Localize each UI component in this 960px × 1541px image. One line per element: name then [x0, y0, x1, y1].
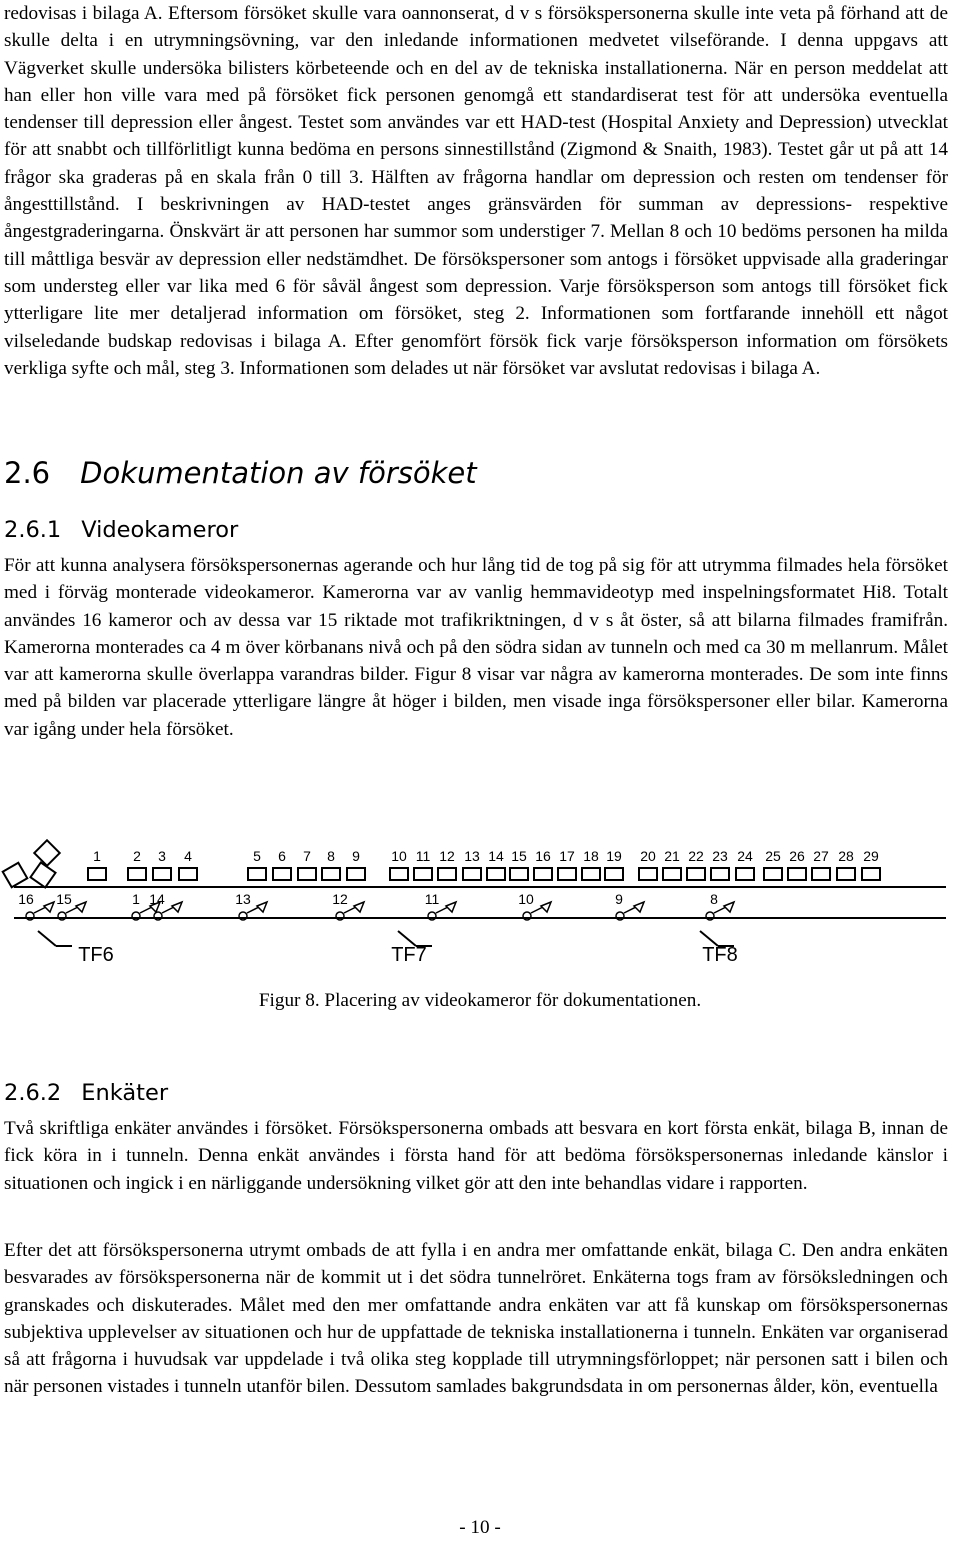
subsection-heading-survey [4, 1080, 168, 1106]
column-number: 7 [303, 848, 311, 864]
paragraph-video: För att kunna analysera försökspersonernas agerande och hur lång tid de tog på sig för att utrymma filmades hela försöket med i förväg monterade videokameror. Kamerorna var av vanlig hemmavideotyp med inspelningsformatet Hi8. Totalt användes 16 kameror och av dessa var 15 riktade mot trafikriktningen, d v s åt öster, så att bilarna filmades framifrån. Kamerorna monterades ca 4 m över körbanans nivå och på den södra sidan av tunneln och med ca 30 m mellanrum. Målet var att kamerorna skulle överlappa varandras bilder. Figur 8 visar var några av kamerorna monterades. De som inte finns med på bilden var placerade ytterligare längre åt höger i bilden, men visade inga försökspersoner eller bilar. Kamerorna var igång under hela försöket. [4, 555, 948, 740]
station-label: TF7 [391, 944, 427, 966]
column-number: 27 [813, 848, 829, 864]
subsection-number: 2.6.1 [4, 517, 62, 543]
tunnel-section-box [639, 868, 657, 880]
camera-number-label: 10 [518, 891, 534, 907]
station-label: TF8 [702, 944, 738, 966]
column-number: 21 [664, 848, 680, 864]
camera-icon [172, 902, 182, 912]
camera-number-label: 1 [132, 891, 140, 907]
tunnel-section-box [788, 868, 806, 880]
subsection-title: Videokameror [81, 517, 239, 543]
tunnel-section-box [347, 868, 365, 880]
station-bracket-line [38, 931, 56, 946]
column-number: 5 [253, 848, 261, 864]
section-heading [4, 456, 477, 490]
station-label: TF6 [78, 944, 114, 966]
camera-icon [257, 902, 267, 912]
paragraph-survey-2: Efter det att försökspersonerna utrymt ombads de att fylla i en andra mer omfattande enkät, bilaga C. Den andra enkäten besvarades av försökspersonerna när de kommit ut i det södra tunnelröret. Enkäterna togs fram av försöksledningen och granskades och diskuterades. Målet med den mer omfattande andra enkäten var att få kunskap om försökspersonernas subjektiva upplevelser av situationen och hur de uppfattade de tekniska installationerna i tunneln. Enkäten var organiserad så att frågorna i huvudsak var uppdelade i två olika steg kopplade till utrymningsförloppet; när personen satt i bilen och när personen vistades i tunneln utanför bilen. Dessutom samlades bakgrundsdata in om personernas ålder, kön, eventuella [4, 1240, 948, 1398]
tunnel-section-box [862, 868, 880, 880]
column-number: 11 [415, 848, 431, 864]
paragraph-survey-1: Två skriftliga enkäter användes i försöket. Försökspersonerna ombads att besvara en kort första enkät, bilaga B, innan de fick köra in i tunneln. Denna enkät användes i första hand för att bedöma försökspersonernas inledande känslor i situationen och ingick i en närliggande undersökning vilket gör att den inte behandlas vidare i rapporten. [4, 1118, 948, 1194]
tunnel-section-box [153, 868, 171, 880]
column-number: 2 [133, 848, 141, 864]
rotated-box [34, 840, 59, 865]
rotated-box [30, 862, 55, 887]
column-number: 6 [278, 848, 286, 864]
tunnel-section-box [605, 868, 623, 880]
column-number: 23 [712, 848, 728, 864]
tunnel-section-box [812, 868, 830, 880]
tunnel-section-box [414, 868, 432, 880]
column-number: 14 [488, 848, 504, 864]
column-number: 4 [184, 848, 192, 864]
column-number: 28 [838, 848, 854, 864]
column-number: 18 [583, 848, 599, 864]
tunnel-section-box [736, 868, 754, 880]
column-number: 13 [464, 848, 480, 864]
rotated-box [3, 863, 28, 888]
column-number: 9 [352, 848, 360, 864]
tunnel-section-box [687, 868, 705, 880]
tunnel-section-box [582, 868, 600, 880]
tunnel-section-box [764, 868, 782, 880]
column-number: 26 [789, 848, 805, 864]
paragraph-intro: redovisas i bilaga A. Eftersom försöket skulle vara oannonserat, d v s försökspersonerna skulle inte veta på förhand att de skulle delta i en utrymningsövning, var den inledande informationen medvetet vilseförande. I denna uppgavs att Vägverket skulle undersöka bilisters körbeteende och en del av de tekniska installationerna. När en person meddelat att han eller hon ville vara med på försöket fick personen genomgå ett standardiserat test för att undersöka eventuella tendenser till depression eller ångest. Testet som användes var ett HAD-test (Hospital Anxiety and Depression) utvecklat för att snabbt och tillförlitligt kunna bedöma en persons sinnestillstånd (Zigmond & Snaith, 1983). Testet går ut på att 14 frågor ska graderas på en skala från 0 till 3. Hälften av frågorna handlar om depression och resten om tendenser för ångesttillstånd. I beskrivningen av HAD-testet anges gränsvärden för summan av depressions- respektive ångestgraderingarna. Önskvärt är att personen har summor som understiger 7. Mellan 8 och 10 bedöms personen ha milda till måttliga besvär av depression eller nedstämdhet. De försökspersoner som antogs i försöket uppvisade alla graderingar som understeg eller var lika med 6 för såväl ångest som depression. Varje försöksperson som antogs till försöket fick ytterligare lite mer detaljerad information om försöket, steg 2. Informationen som fortfarande innehöll ett något vilseledande budskap redovisas i bilaga A. Efter genomfört försök fick varje försöksperson information om försökets verkliga syfte och mål, steg 3. Informationen som delades ut när försöket var avslutat redovisas i bilaga A. [4, 3, 948, 379]
section-number: 2.6 [4, 456, 51, 490]
tunnel-section-box [273, 868, 291, 880]
camera-diagram-svg [0, 826, 960, 978]
tunnel-section-box [463, 868, 481, 880]
tunnel-section-box [248, 868, 266, 880]
tunnel-section-box [663, 868, 681, 880]
column-number: 3 [158, 848, 166, 864]
camera-icon [354, 902, 364, 912]
camera-icon [44, 902, 54, 912]
column-number: 15 [511, 848, 527, 864]
camera-icon [634, 902, 644, 912]
column-number: 8 [327, 848, 335, 864]
camera-icon [446, 902, 456, 912]
tunnel-section-box [179, 868, 197, 880]
camera-number-label: 16 [18, 891, 34, 907]
column-number: 29 [863, 848, 879, 864]
subsection-title: Enkäter [81, 1080, 169, 1106]
column-number: 20 [640, 848, 656, 864]
tunnel-section-box [322, 868, 340, 880]
camera-number-label: 9 [615, 891, 623, 907]
subsection-heading-video [4, 517, 238, 543]
page-number: - 10 - [459, 1517, 501, 1538]
column-number: 22 [688, 848, 704, 864]
camera-number-label: 13 [235, 891, 251, 907]
tunnel-section-box [510, 868, 528, 880]
tunnel-section-box [298, 868, 316, 880]
column-number: 19 [606, 848, 622, 864]
column-number: 17 [559, 848, 575, 864]
tunnel-section-box [837, 868, 855, 880]
column-number: 12 [439, 848, 455, 864]
column-number: 10 [391, 848, 407, 864]
tunnel-section-box [711, 868, 729, 880]
camera-icon [541, 902, 551, 912]
column-number: 1 [93, 848, 101, 864]
section-title: Dokumentation av försöket [80, 456, 477, 490]
camera-number-label: 15 [56, 891, 72, 907]
camera-number-label: 14 [149, 891, 165, 907]
camera-number-label: 8 [710, 891, 718, 907]
tunnel-section-box [88, 868, 106, 880]
camera-icon [76, 902, 86, 912]
camera-placement-diagram [0, 826, 960, 978]
tunnel-section-box [128, 868, 146, 880]
camera-icon [724, 902, 734, 912]
tunnel-section-box [558, 868, 576, 880]
tunnel-section-box [487, 868, 505, 880]
column-number: 25 [765, 848, 781, 864]
tunnel-section-box [390, 868, 408, 880]
tunnel-section-box [438, 868, 456, 880]
camera-number-label: 11 [424, 891, 440, 907]
figure-caption: Figur 8. Placering av videokameror för dokumentationen. [258, 990, 702, 1011]
column-number: 24 [737, 848, 753, 864]
camera-number-label: 12 [332, 891, 348, 907]
subsection-number: 2.6.2 [4, 1080, 62, 1106]
tunnel-section-box [534, 868, 552, 880]
column-number: 16 [535, 848, 551, 864]
